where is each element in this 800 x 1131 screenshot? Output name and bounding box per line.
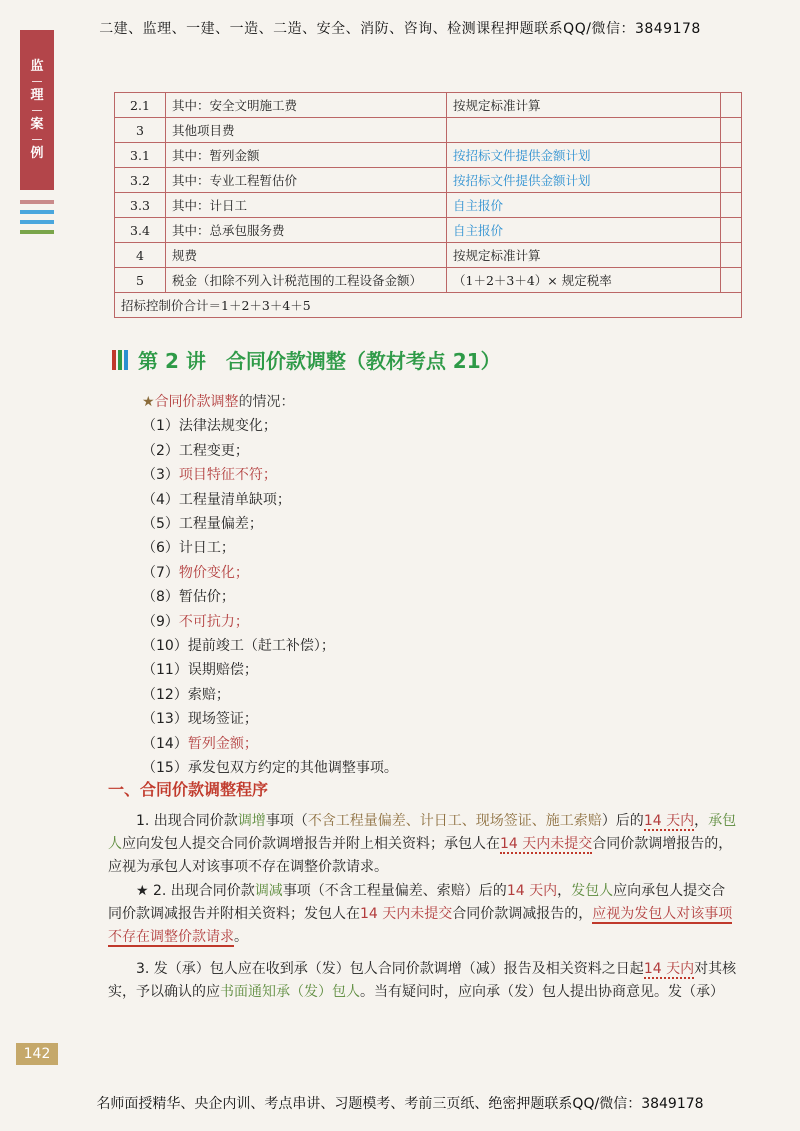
fee-row-method: 按规定标准计算 (447, 93, 721, 118)
list-item-number: （11） (142, 662, 188, 679)
p2-highlight: 14 天内未提交 (360, 906, 453, 922)
side-tab-char: 理 (30, 87, 44, 103)
lead-rest: 的情况： (238, 394, 295, 410)
side-tab-char: 案 (30, 116, 44, 132)
list-item (142, 610, 398, 634)
list-item-number: （8） (142, 589, 179, 606)
list-item (142, 683, 398, 707)
p1-text: 1. 出现合同价款 (136, 813, 238, 829)
p1-text: 应向发包人提交合同价款调增报告并附上相关资料；承包人在 (122, 836, 500, 852)
fee-row-name: 税金（扣除不列入计税范围的工程设备金额） (166, 268, 447, 293)
paragraph-2 (108, 880, 738, 949)
list-item-number: （14） (142, 735, 188, 752)
p1-highlight: 不含工程量偏差、计日工、现场签证、施工索赔 (307, 813, 602, 829)
fee-row (115, 93, 742, 118)
p1-highlight: 调增 (237, 813, 266, 829)
fee-row-note (721, 243, 742, 268)
fee-row-note (721, 193, 742, 218)
side-stripe (20, 210, 54, 214)
list-item-number: （4） (142, 491, 179, 508)
list-item (142, 488, 398, 512)
fee-row-name: 其他项目费 (166, 118, 447, 143)
fee-row (115, 243, 742, 268)
list-item-number: （13） (142, 711, 188, 728)
fee-row-name: 其中：计日工 (166, 193, 447, 218)
list-item-number: （9） (142, 613, 179, 630)
list-item-text: 提前竣工（赶工补偿）； (187, 638, 335, 655)
fee-row-method: 自主报价 (447, 193, 721, 218)
side-stripe (20, 220, 54, 224)
fee-row-method: （1＋2＋3＋4）× 规定税率 (447, 268, 721, 293)
list-item (142, 561, 398, 585)
p1-highlight: 承包人 (108, 813, 737, 852)
list-item (142, 439, 398, 463)
side-stripe (20, 230, 54, 234)
list-item-text: 误期赔偿； (187, 662, 258, 679)
p2-text: ★ 2. 出现合同价款 (136, 883, 255, 899)
fee-row-note (721, 118, 742, 143)
lead-highlight: 合同价款调整 (154, 394, 239, 410)
paragraph-1 (108, 810, 738, 879)
fee-row (115, 193, 742, 218)
fee-row-no: 5 (115, 268, 166, 293)
p1-text: ， (694, 813, 709, 829)
fee-row-no: 3.2 (115, 168, 166, 193)
list-item-number: （10） (142, 638, 188, 655)
fee-row-no: 3.1 (115, 143, 166, 168)
list-item (142, 512, 398, 536)
fee-row-no: 4 (115, 243, 166, 268)
p2-text: 事项（不含工程量偏差、索赔）后的 (282, 883, 507, 899)
fee-row (115, 268, 742, 293)
fee-row-name: 其中：总承包服务费 (166, 218, 447, 243)
list-item-number: （5） (142, 516, 179, 533)
fee-row-no: 2.1 (115, 93, 166, 118)
fee-row-name: 其中：专业工程暂估价 (166, 168, 447, 193)
list-item-text: 法律法规变化； (178, 418, 277, 435)
list-item-text: 暂列金额； (187, 735, 258, 752)
p1-text: 合同价款调增报告的，应视为承包人对该事项不存在调整价款请求。 (108, 836, 733, 875)
side-stripe (20, 200, 54, 204)
section-title-text: 第 2 讲 合同价款调整（教材考点 21） (138, 349, 501, 373)
fee-row-note (721, 93, 742, 118)
fee-total: 招标控制价合计＝1＋2＋3＋4＋5 (115, 293, 742, 318)
p1-highlight: 14 天内 (643, 813, 695, 829)
p1-text: 事项（ (265, 813, 308, 829)
fee-row-method: 按招标文件提供金额计划 (447, 143, 721, 168)
fee-row (115, 118, 742, 143)
fee-row-no: 3 (115, 118, 166, 143)
p3-text: 3. 发（承）包人应在收到承（发）包人合同价款调增（减）报告及相关资料之日起 (136, 961, 644, 977)
p2-highlight: 调减 (254, 883, 283, 899)
list-item (142, 414, 398, 438)
fee-row (115, 218, 742, 243)
paragraph-3 (108, 958, 738, 1004)
list-item-number: （15） (142, 760, 188, 777)
page-number: 142 (16, 1043, 58, 1065)
p2-highlight: 应视为发包人对该事项不存在调整价款请求 (108, 906, 733, 945)
list-item-text: 索赔； (187, 686, 230, 703)
fee-row (115, 168, 742, 193)
situations-list (142, 390, 398, 781)
fee-row-note (721, 268, 742, 293)
list-item (142, 634, 398, 658)
list-item-number: （1） (142, 418, 179, 435)
star-icon: ★ (142, 394, 155, 410)
list-item-text: 工程变更； (178, 442, 249, 459)
list-item (142, 463, 398, 487)
fee-row-no: 3.4 (115, 218, 166, 243)
list-item-text: 工程量清单缺项； (178, 491, 291, 508)
list-item-number: （2） (142, 442, 179, 459)
list-item-text: 工程量偏差； (178, 516, 263, 533)
fee-row-name: 其中：安全文明施工费 (166, 93, 447, 118)
list-item-number: （7） (142, 564, 179, 581)
p1-highlight: 14 天内未提交 (500, 836, 593, 852)
list-item-text: 物价变化； (178, 564, 249, 581)
header-banner: 二建、监理、一建、一造、二造、安全、消防、咨询、检测课程押题联系QQ/微信：3849178 (99, 21, 701, 37)
list-item-number: （3） (142, 467, 179, 484)
fee-row-name: 其中：暂列金额 (166, 143, 447, 168)
list-item (142, 658, 398, 682)
list-item (142, 585, 398, 609)
subsection-title: 一、合同价款调整程序 (108, 780, 269, 799)
fee-row-note (721, 218, 742, 243)
p2-text: 应向承包人提交合同价款调减报告并附相关资料；发包人在 (108, 883, 726, 922)
fee-row-no: 3.3 (115, 193, 166, 218)
list-item (142, 707, 398, 731)
fee-row (115, 143, 742, 168)
p3-highlight: 书面通知承（发）包人 (220, 984, 360, 1000)
side-stripes (20, 200, 54, 240)
p2-highlight: 14 天内 (506, 883, 558, 899)
p3-text: 。当有疑问时，应向承（发）包人提出协商意见。发（承） (360, 984, 724, 1000)
fee-row-method: 按规定标准计算 (447, 243, 721, 268)
fee-row-method (447, 118, 721, 143)
p1-text: ）后的 (601, 813, 644, 829)
list-item (142, 732, 398, 756)
p2-text: 。 (234, 929, 248, 945)
list-item-number: （6） (142, 540, 179, 557)
fee-row-method: 自主报价 (447, 218, 721, 243)
list-item-text: 承发包双方约定的其他调整事项。 (187, 760, 398, 777)
list-item-text: 不可抗力； (178, 613, 249, 630)
section-bars-icon (112, 350, 128, 370)
p3-highlight: 14 天内 (643, 961, 695, 977)
p2-highlight: 发包人 (571, 883, 614, 899)
list-item-text: 现场签证； (187, 711, 258, 728)
fee-row-method: 按招标文件提供金额计划 (447, 168, 721, 193)
side-tab-char: 例 (30, 145, 44, 161)
p2-text: ， (557, 883, 572, 899)
list-item-text: 项目特征不符； (178, 467, 277, 484)
p3-text: 对其核实，予以确认的应 (108, 961, 737, 1000)
fee-row-name: 规费 (166, 243, 447, 268)
section-title (112, 345, 501, 374)
list-item-text: 暂估价； (178, 589, 235, 606)
fee-table (114, 92, 742, 318)
list-item-number: （12） (142, 686, 188, 703)
list-item (142, 536, 398, 560)
situations-lead (142, 390, 398, 414)
fee-row-note (721, 143, 742, 168)
side-tab (20, 30, 54, 190)
side-tab-char: 监 (30, 58, 44, 74)
fee-row-note (721, 168, 742, 193)
p2-text: 合同价款调减报告的， (452, 906, 593, 922)
footer-banner: 名师面授精华、央企内训、考点串讲、习题模考、考前三页纸、绝密押题联系QQ/微信：3849178 (96, 1096, 704, 1112)
list-item-text: 计日工； (178, 540, 235, 557)
fee-total-row (115, 293, 742, 318)
